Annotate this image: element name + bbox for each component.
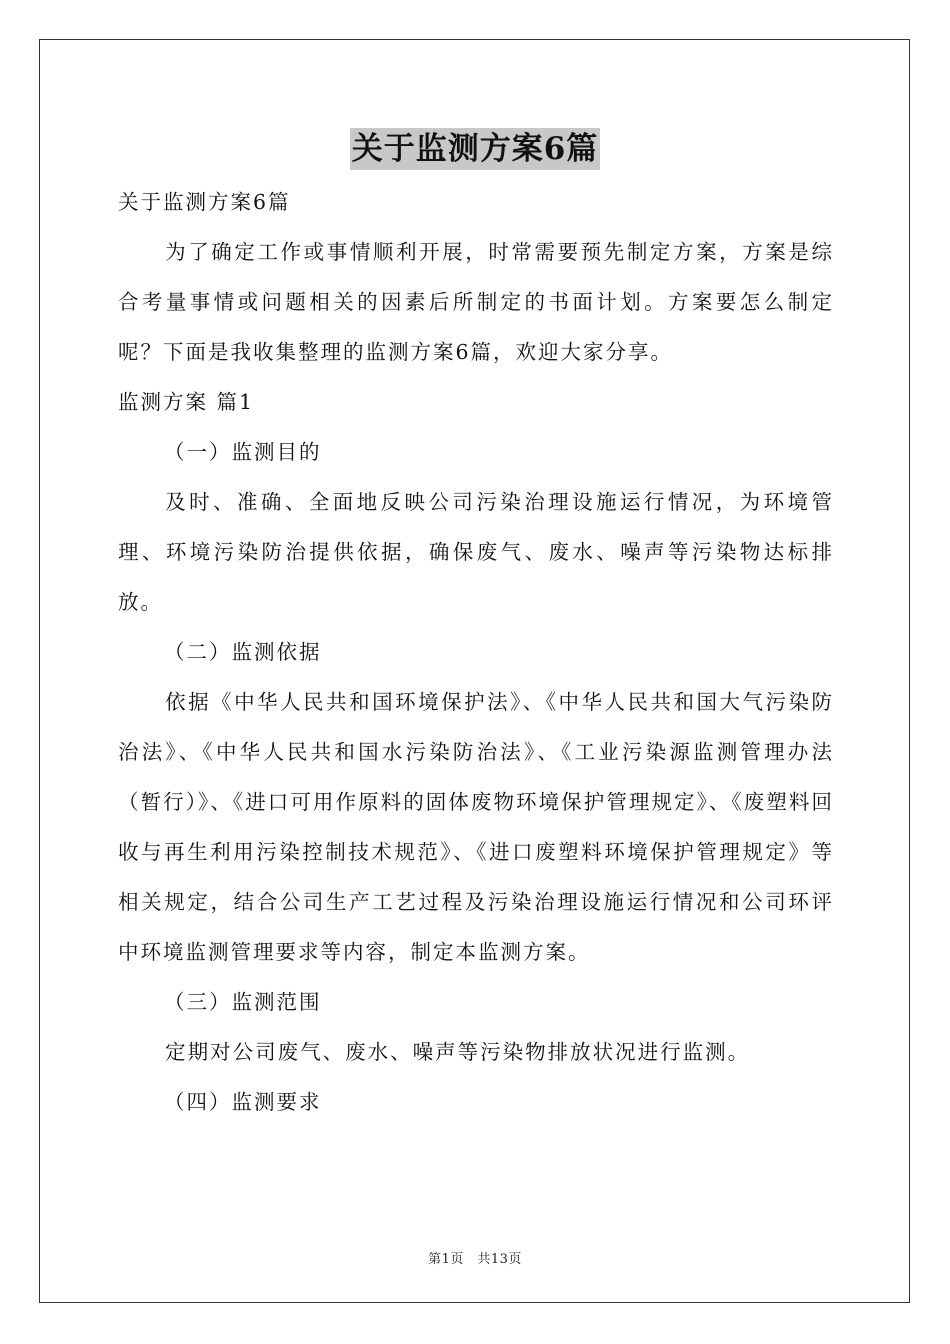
scope-paragraph: 定期对公司废气、废水、噪声等污染物排放状况进行监测。 [165,1040,751,1064]
subsection-heading-requirements: （四）监测要求 [164,1090,322,1114]
page-footer: 第1页 共13页 [428,1252,522,1267]
subsection-heading-scope: （三）监测范围 [164,990,322,1014]
document-body [118,177,834,1127]
purpose-paragraph: 及时、准确、全面地反映公司污染治理设施运行情况，为环境管理、环境污染防治提供依据，确保废气、废水、噪声等污染物达标排放。 [118,490,834,614]
subsection-heading-basis: （二）监测依据 [164,640,322,664]
title-container [0,128,950,170]
basis-paragraph: 依据《中华人民共和国环境保护法》、《中华人民共和国大气污染防治法》、《中华人民共和国水污染防治法》、《工业污染源监测管理办法（暂行）》、《进口可用作原料的固体废物环境保护管理规定》、《废塑料回收与再生利用污染控制技术规范》、《进口废塑料环境保护管理规定》等相关规定，结合公司生产工艺过程及污染治理设施运行情况和公司环评中环境监测管理要求等内容，制定本监测方案。 [118,690,834,964]
section-heading: 监测方案 篇1 [118,390,255,414]
intro-paragraph: 为了确定工作或事情顺利开展，时常需要预先制定方案，方案是综合考量事情或问题相关的因素后所制定的书面计划。方案要怎么制定呢？下面是我收集整理的监测方案6篇，欢迎大家分享。 [118,240,834,364]
document-title: 关于监测方案6篇 [350,128,601,170]
document-subtitle: 关于监测方案6篇 [118,190,291,214]
subsection-heading-purpose: （一）监测目的 [164,440,322,464]
